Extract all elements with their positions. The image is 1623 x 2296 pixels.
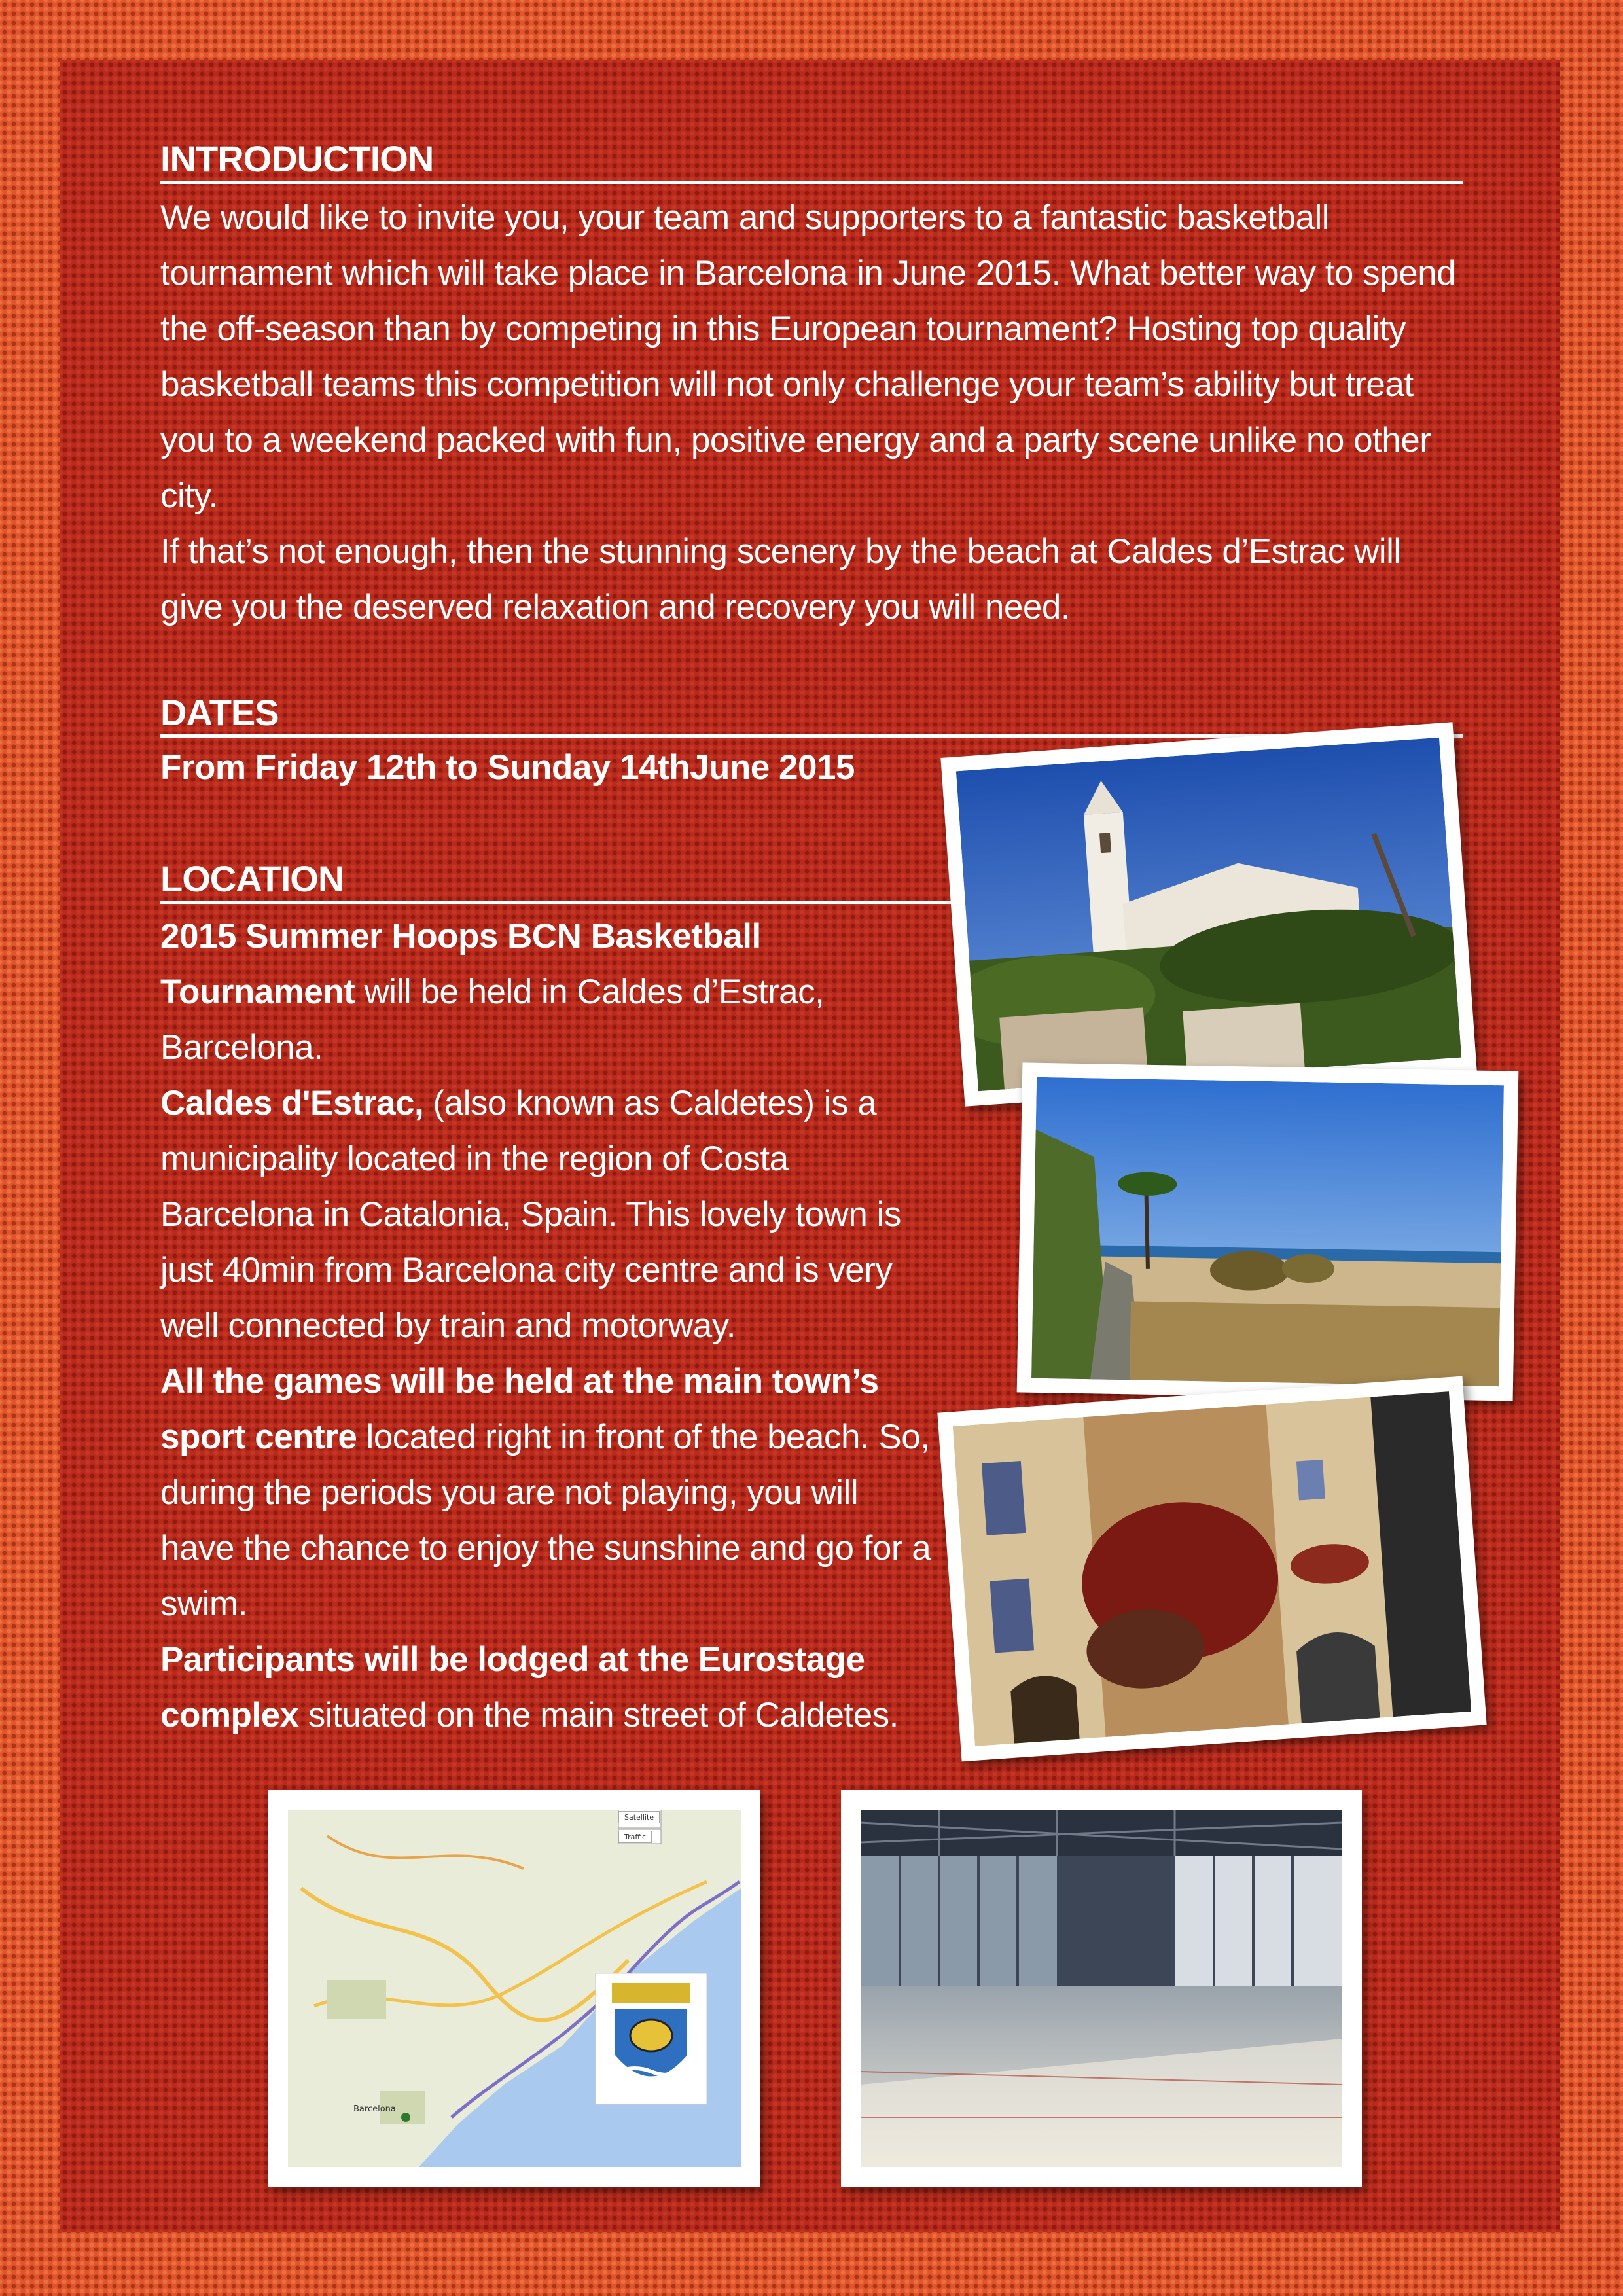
street-photo bbox=[937, 1376, 1486, 1762]
location-paragraph-3-bold: All the games will be held at the main town’s sport centre bbox=[160, 1362, 879, 1456]
location-paragraph-1 bbox=[160, 908, 933, 1075]
location-paragraph-3-text: located right in front of the beach. So, during the periods you are not playing, you will have the chance to enjoy the sunshine and go for a swim. bbox=[160, 1418, 931, 1623]
beach-photo bbox=[1017, 1062, 1519, 1401]
introduction-body bbox=[160, 190, 1463, 635]
location-paragraph-4-bold: Participants will be lodged at the Eurostage complex bbox=[160, 1640, 865, 1734]
map-traffic-button: Traffic bbox=[618, 1831, 652, 1843]
location-paragraph-2-bold: Caldes d'Estrac, bbox=[160, 1084, 424, 1122]
sports-hall-photo bbox=[841, 1790, 1362, 2187]
introduction-paragraph-2: If that’s not enough, then the stunning scenery by the beach at Caldes d’Estrac will give you the deserved relaxation and recovery you will need. bbox=[160, 532, 1401, 626]
location-paragraph-3 bbox=[160, 1354, 933, 1632]
location-paragraph-1-text: will be held in Caldes d’Estrac, Barcelona. bbox=[160, 973, 825, 1067]
location-body bbox=[160, 908, 933, 1743]
introduction-heading: INTRODUCTION bbox=[160, 139, 1463, 184]
location-paragraph-1-bold: 2015 Summer Hoops BCN Basketball Tournament bbox=[160, 917, 761, 1011]
dates-text: From Friday 12th to Sunday 14thJune 2015 bbox=[160, 748, 855, 787]
dates-heading: DATES bbox=[160, 692, 1463, 738]
location-paragraph-2 bbox=[160, 1075, 933, 1354]
location-paragraph-2-text: (also known as Caldetes) is a municipality located in the region of Costa Barcelona in Catalonia, Spain. This lovely town is just 40min from Barcelona city centre and is very well connected by train and motorway. bbox=[160, 1084, 901, 1345]
location-heading: LOCATION bbox=[160, 859, 1463, 904]
map-city-label: Barcelona bbox=[353, 2104, 396, 2114]
introduction-paragraph-1: We would like to invite you, your team and supporters to a fantastic basketball tournament which will take place in Barcelona in June 2015. What better way to spend the off-season than by competing in this European tournament? Hosting top quality basketball teams this competition will not only challenge your team’s ability but treat you to a weekend packed with fun, positive energy and a party scene unlike no other city. bbox=[160, 198, 1456, 515]
caldes-coat-of-arms bbox=[596, 1973, 707, 2104]
location-paragraph-4 bbox=[160, 1632, 933, 1743]
location-paragraph-4-text: situated on the main street of Caldetes. bbox=[298, 1696, 899, 1734]
map-satellite-button: Satellite bbox=[618, 1811, 660, 1823]
church-photo bbox=[940, 722, 1476, 1106]
region-map bbox=[268, 1790, 760, 2187]
